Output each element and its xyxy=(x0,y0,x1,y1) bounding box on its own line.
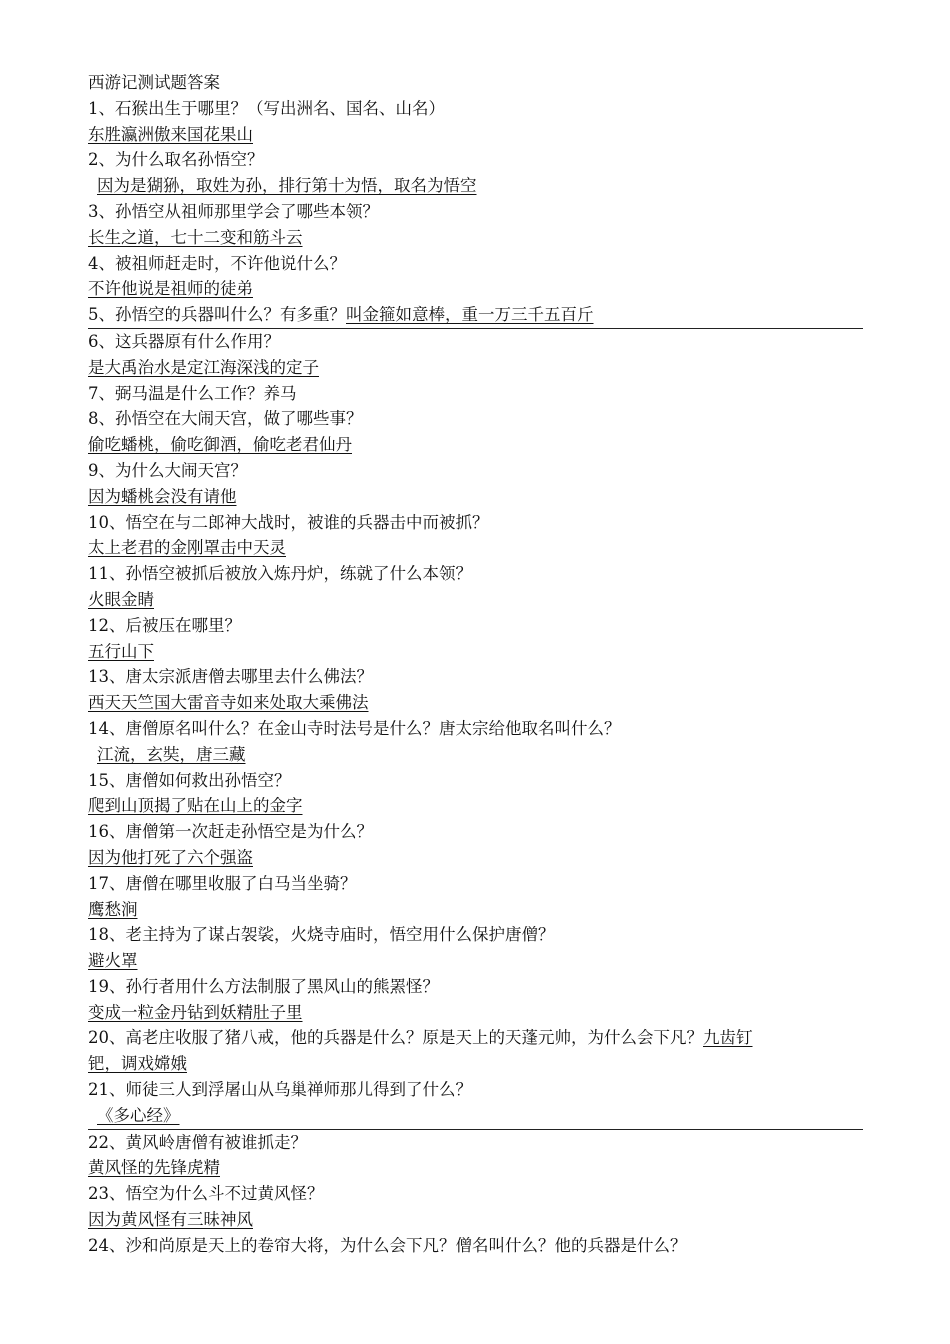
answer-2 xyxy=(88,173,863,199)
answer-12-text: 五行山下 xyxy=(88,641,154,661)
answer-9 xyxy=(88,484,863,510)
answer-21 xyxy=(88,1103,863,1130)
question-15: 15、唐僧如何救出孙悟空？ xyxy=(88,770,291,790)
answer-4 xyxy=(88,276,863,302)
answer-13 xyxy=(88,690,863,716)
answer-14-text: 江流，玄奘，唐三藏 xyxy=(97,744,246,764)
question-13: 13、唐太宗派唐僧去哪里去什么佛法？ xyxy=(88,667,373,687)
answer-3 xyxy=(88,225,863,251)
answer-15 xyxy=(88,793,863,819)
question-3: 3、孙悟空从祖师那里学会了哪些本领？ xyxy=(88,201,379,221)
question-18: 18、老主持为了谋占袈裟，火烧寺庙时，悟空用什么保护唐僧？ xyxy=(88,925,555,945)
answer-12 xyxy=(88,639,863,665)
answer-14 xyxy=(88,742,863,768)
question-5-text: 5、孙悟空的兵器叫什么？有多重？ xyxy=(88,305,346,325)
question-5 xyxy=(88,302,863,329)
answer-10-text: 太上老君的金刚罩击中天灵 xyxy=(88,538,286,558)
answer-23-text: 因为黄风怪有三昧神风 xyxy=(88,1210,253,1230)
answer-4-text: 不许他说是祖师的徒弟 xyxy=(88,279,253,299)
answer-3-text: 长生之道，七十二变和筋斗云 xyxy=(88,227,303,247)
question-19: 19、孙行者用什么方法制服了黑风山的熊罴怪？ xyxy=(88,976,439,996)
answer-13-text: 西天天竺国大雷音寺如来处取大乘佛法 xyxy=(88,693,369,713)
answer-15-text: 爬到山顶揭了贴在山上的金字 xyxy=(88,796,303,816)
question-23: 23、悟空为什么斗不过黄风怪？ xyxy=(88,1184,324,1204)
question-22: 22、黄风岭唐僧有被谁抓走？ xyxy=(88,1132,307,1152)
answer-21-text: 《多心经》 xyxy=(97,1105,180,1125)
answer-19 xyxy=(88,1000,863,1026)
question-17: 17、唐僧在哪里收服了白马当坐骑？ xyxy=(88,873,357,893)
answer-19-text: 变成一粒金丹钻到妖精肚子里 xyxy=(88,1002,303,1022)
question-16: 16、唐僧第一次赶走孙悟空是为什么？ xyxy=(88,822,373,842)
answer-20 xyxy=(88,1051,863,1077)
answer-22-text: 黄风怪的先锋虎精 xyxy=(88,1158,220,1178)
answer-6-text: 是大禹治水是定江海深浅的定子 xyxy=(88,357,319,377)
question-9: 9、为什么大闹天宫？ xyxy=(88,460,247,480)
question-6: 6、这兵器原有什么作用？ xyxy=(88,331,280,351)
answer-18 xyxy=(88,948,863,974)
answer-11-text: 火眼金睛 xyxy=(88,589,154,609)
question-12: 12、后被压在哪里？ xyxy=(88,615,241,635)
question-2: 2、为什么取名孙悟空？ xyxy=(88,150,264,170)
question-7: 7、弼马温是什么工作？养马 xyxy=(88,383,297,403)
question-20-text: 20、高老庄收服了猪八戒，他的兵器是什么？原是天上的天蓬元帅，为什么会下凡？ xyxy=(88,1028,703,1048)
answer-8-text: 偷吃蟠桃，偷吃御酒，偷吃老君仙丹 xyxy=(88,435,352,455)
document-page xyxy=(88,70,863,1259)
answer-20-part2: 钯，调戏嫦娥 xyxy=(88,1054,187,1074)
answer-9-text: 因为蟠桃会没有请他 xyxy=(88,486,237,506)
question-21: 21、师徒三人到浮屠山从乌巢禅师那儿得到了什么？ xyxy=(88,1080,472,1100)
answer-8 xyxy=(88,432,863,458)
question-14: 14、唐僧原名叫什么？在金山寺时法号是什么？唐太宗给他取名叫什么？ xyxy=(88,718,621,738)
answer-5-text: 叫金箍如意棒，重一万三千五百斤 xyxy=(346,305,594,325)
answer-11 xyxy=(88,587,863,613)
answer-10 xyxy=(88,535,863,561)
answer-1-text: 东胜瀛洲傲来国花果山 xyxy=(88,124,253,144)
question-11: 11、孙悟空被抓后被放入炼丹炉，练就了什么本领？ xyxy=(88,564,472,584)
question-8: 8、孙悟空在大闹天宫，做了哪些事？ xyxy=(88,409,363,429)
answer-17 xyxy=(88,897,863,923)
answer-20-part1: 九齿钉 xyxy=(703,1028,753,1048)
answer-2-text: 因为是猢狲，取姓为孙，排行第十为悟，取名为悟空 xyxy=(97,176,477,196)
question-20 xyxy=(88,1025,863,1051)
answer-18-text: 避火罩 xyxy=(88,951,138,971)
document-title: 西游记测试题答案 xyxy=(88,73,220,92)
answer-17-text: 鹰愁涧 xyxy=(88,899,138,919)
answer-23 xyxy=(88,1207,863,1233)
answer-16 xyxy=(88,845,863,871)
answer-22 xyxy=(88,1155,863,1181)
answer-1 xyxy=(88,122,863,148)
question-10: 10、悟空在与二郎神大战时，被谁的兵器击中而被抓？ xyxy=(88,512,489,532)
question-1: 1、石猴出生于哪里？（写出洲名、国名、山名） xyxy=(88,98,445,118)
answer-6 xyxy=(88,355,863,381)
answer-16-text: 因为他打死了六个强盗 xyxy=(88,847,253,867)
question-24: 24、沙和尚原是天上的卷帘大将，为什么会下凡？僧名叫什么？他的兵器是什么？ xyxy=(88,1235,687,1255)
question-4: 4、被祖师赶走时，不许他说什么？ xyxy=(88,253,346,273)
